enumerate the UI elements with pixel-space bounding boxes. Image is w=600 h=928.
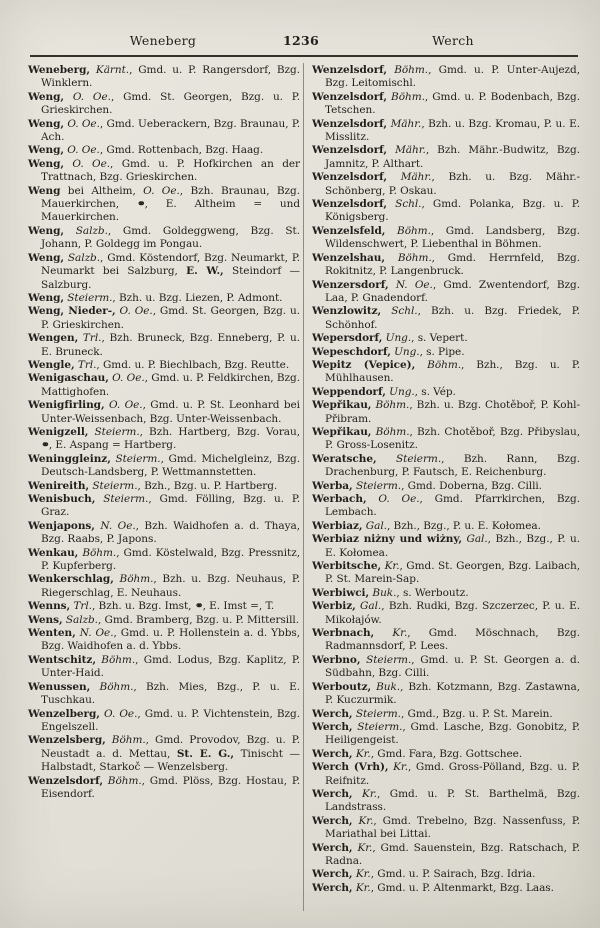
entry-territory-abbrev: Mähr. <box>387 144 426 157</box>
entry-text: , Bzh. Rann, Bzg. Drachenburg, P. Fautsch, E. Reichenburg. <box>325 452 580 479</box>
entry-territory-abbrev: Ung. <box>385 385 415 398</box>
gazetteer-entry <box>28 573 300 600</box>
gazetteer-entry <box>312 708 580 721</box>
entry-headword: Wenzelsdorf, <box>312 171 388 184</box>
entry-text: Tinischt — Halbstadt, Starkoč — Wenzelsberg. <box>41 747 300 774</box>
gazetteer-entry <box>312 252 580 279</box>
entry-text: , s. Vepert. <box>411 332 468 345</box>
entry-territory-abbrev: Böhm. <box>385 224 431 237</box>
entry-territory-abbrev: Kr. <box>352 814 374 827</box>
entry-headword: Wepřikau, <box>312 399 372 412</box>
entry-headword: Wenzelsdorf, <box>28 774 104 787</box>
entry-headword: Werch (Vrh), <box>312 761 389 774</box>
entry-headword: Wens, <box>28 613 63 626</box>
entry-territory-abbrev: Kr. <box>352 841 373 854</box>
entry-territory-abbrev: O. Oe. <box>64 157 111 170</box>
entry-text: , Bzh., Bzg. u. P. Mühlhausen. <box>325 358 580 385</box>
gazetteer-entry <box>312 654 580 681</box>
gazetteer-entry <box>28 627 300 654</box>
entry-territory-abbrev: N. Oe. <box>388 278 433 291</box>
gazetteer-entry <box>28 252 300 292</box>
entry-headword: Wenzelsdorf, <box>312 117 388 130</box>
entry-headword: Wepersdorf, <box>312 332 383 345</box>
entry-text: , Bzh. u. Bzg. Kromau, P. u. E. Misslitz. <box>325 117 580 144</box>
entry-text: , Gmd., Bzg. u. P. St. Marein. <box>400 707 553 720</box>
entry-text: , Gmd. u. P. Hollenstein a. d. Ybbs, Bzg. Waidhofen a. d. Ybbs. <box>41 627 300 653</box>
entry-headword: Werch, <box>312 787 353 800</box>
gazetteer-entry <box>312 386 580 399</box>
entry-headword: Werbiwci, <box>312 586 370 599</box>
entry-headword: Werbitsche, <box>312 560 382 573</box>
entry-text: , Bzh. Chotěboř, Bzg. Přibyslau, P. Gross-Losenitz. <box>325 425 580 452</box>
entry-headword: Wenireith, <box>28 479 90 492</box>
entry-text: , Gmd. Möschnach, Bzg. Radmannsdorf, P. Lees. <box>325 627 580 653</box>
gazetteer-entry <box>28 708 300 735</box>
entry-headword: Wenzersdorf, <box>312 278 389 291</box>
entry-text: , Gmd. Rottenbach, Bzg. Haag. <box>99 144 264 157</box>
entry-headword: Wenzelberg, <box>28 707 100 720</box>
gazetteer-entry <box>312 480 580 493</box>
entry-text: , Bzh. Mähr.-Budwitz, Bzg. Jamnitz, P. Althart. <box>325 144 580 170</box>
entry-text: , Gmd. St. Georgen, Bzg. u. P. Grieskirchen. <box>41 305 300 331</box>
posthorn-icon: ⚭ <box>41 439 49 452</box>
entry-territory-abbrev: Steierm. <box>352 720 403 733</box>
entry-territory-abbrev: Kr. <box>374 627 408 640</box>
gazetteer-entry <box>312 882 580 895</box>
gazetteer-entry <box>28 654 300 681</box>
entry-headword: Weng, <box>28 144 64 157</box>
entry-text: , Gmd. Gross-Pölland, Bzg. u. P. Reifnitz. <box>325 761 581 787</box>
entry-headword: Werbiaz niżny und wiżny, <box>312 533 462 546</box>
entry-text: , Bzh. Braunau, Bzg. Mauerkirchen, <box>41 184 300 211</box>
entry-headword: Wenten, <box>28 627 76 640</box>
entry-territory-abbrev: Trl. <box>74 358 97 371</box>
entry-headword: Weratsche, <box>312 452 377 465</box>
gazetteer-entry <box>312 279 580 306</box>
gazetteer-entry <box>312 118 580 145</box>
entry-headword: Weneberg, <box>28 64 91 76</box>
entry-headword: Weng, Nieder-, <box>28 305 116 318</box>
entry-text: , Gmd. Polanka, Bzg. u. P. Königsberg. <box>325 198 580 224</box>
gazetteer-entry <box>28 681 300 708</box>
gazetteer-entry <box>28 547 300 574</box>
gazetteer-entry <box>28 520 300 547</box>
entry-text: , Bzh. u. Bzg. Mähr.-Schönberg, P. Oskau. <box>325 171 581 197</box>
gazetteer-entry <box>312 144 580 171</box>
entry-text: , Gmd. Pfarrkirchen, Bzg. Lembach. <box>325 493 580 519</box>
entry-text: , Gmd. Köstendorf, Bzg. Neumarkt, P. Neumarkt bei Salzburg, <box>41 251 300 278</box>
entry-headword: Wenzelsdorf, <box>312 64 388 76</box>
entry-headword: Wenussen, <box>28 680 91 693</box>
gazetteer-entry <box>312 868 580 881</box>
gazetteer-entry <box>28 775 300 802</box>
entry-text: , Bzh. u. Bzg. Friedek, P. Schönhof. <box>325 305 580 331</box>
gazetteer-entry <box>312 198 580 225</box>
entry-text: , Gmd. Lasche, Bzg. Gonobitz, P. Heiligengeist. <box>325 720 580 747</box>
entry-headword: Wenigaschau, <box>28 372 109 385</box>
entry-headword: Weppendorf, <box>312 385 386 398</box>
entry-text: , Gmd. Ueberackern, Bzg. Braunau, P. Ach. <box>41 117 300 144</box>
entry-headword: Wepřikau, <box>312 425 372 438</box>
entry-text: , Bzh. Bruneck, Bzg. Enneberg, P. u. E. Bruneck. <box>41 332 300 358</box>
entry-headword: Wenjapons, <box>28 519 95 532</box>
entry-text: , Gmd. u. P. Rangersdorf, Bzg. Winklern. <box>41 64 300 90</box>
entry-headword: Werch, <box>312 841 353 854</box>
entry-headword: Weng <box>28 184 61 197</box>
entry-headword: Werch, <box>312 814 353 827</box>
entry-headword: Wengen, <box>28 332 79 345</box>
gazetteer-entry <box>312 453 580 480</box>
text-column-right <box>312 64 580 895</box>
gazetteer-entry <box>28 734 300 774</box>
entry-territory-abbrev: Böhm. <box>78 546 117 559</box>
entry-text: , Bzh. Rudki, Bzg. Szczerzec, P. u. E. Mikołajów. <box>325 600 581 626</box>
entry-text: , Bzh. u. Bzg. Imst, <box>91 600 195 613</box>
entry-headword: Weng, <box>28 117 64 130</box>
entry-headword: Wenigzell, <box>28 425 89 438</box>
entry-territory-abbrev: O. Oe. <box>135 184 180 197</box>
entry-text: , Gmd. u. P. St. Georgen a. d. Südbahn, Bzg. Cilli. <box>325 653 580 680</box>
gazetteer-entry <box>312 305 580 332</box>
entry-headword: Werba, <box>312 479 353 492</box>
entry-headword: Wenns, <box>28 600 71 613</box>
entry-territory-abbrev: Kr. <box>352 868 371 881</box>
entry-headword: Weng, <box>28 90 64 103</box>
gazetteer-entry <box>312 587 580 600</box>
gazetteer-entry <box>312 627 580 654</box>
entry-territory-abbrev: N. Oe. <box>75 627 114 640</box>
entry-territory-abbrev: Kärnt. <box>90 64 130 76</box>
entry-territory-abbrev: Steierm. <box>360 653 412 666</box>
entry-territory-abbrev: N. Oe. <box>94 519 136 532</box>
entry-headword: Werbiz, <box>312 600 356 613</box>
gazetteer-entry <box>312 346 580 359</box>
entry-text: , Gmd. Sauenstein, Bzg. Ratschach, P. Radna. <box>325 841 580 867</box>
entry-text: , s. Vép. <box>414 385 456 398</box>
entry-headword: Werbiaz, <box>312 519 363 532</box>
gazetteer-entry <box>312 842 580 869</box>
entry-text: , Bzh. Mies, Bzg., P. u. E. Tuschkau. <box>41 680 301 707</box>
entry-text: , Bzh., Bzg. u. P. Hartberg. <box>137 479 278 492</box>
entry-text: , s. Pipe. <box>419 345 465 358</box>
entry-headword: Weng, <box>28 157 64 170</box>
entry-headword: Werch, <box>312 707 353 720</box>
entry-territory-abbrev: Kr. <box>352 881 371 894</box>
entry-territory-abbrev: Mähr. <box>387 171 432 184</box>
entry-territory-abbrev: Kr. <box>388 761 409 774</box>
entry-railway-abbrev: St. E. G., <box>176 747 234 760</box>
gazetteer-entry <box>312 520 580 533</box>
entry-territory-abbrev: Buk. <box>369 586 397 599</box>
entry-territory-abbrev: O. Oe. <box>99 707 138 720</box>
entry-headword: Weng, <box>28 251 64 264</box>
gazetteer-entry <box>28 91 300 118</box>
entry-headword: Wenzelshau, <box>312 251 385 264</box>
gazetteer-entry <box>28 453 300 480</box>
gazetteer-entry <box>28 600 300 613</box>
entry-text: , Gmd. Landsberg, Bzg. Wildenschwert, P. Liebenthal in Böhmen. <box>325 224 580 251</box>
gazetteer-entry <box>312 399 580 426</box>
entry-territory-abbrev: Steierm. <box>88 425 140 438</box>
entry-territory-abbrev: O. Oe. <box>64 90 111 103</box>
entry-headword: Wenigfirling, <box>28 399 105 412</box>
entry-text: , Gmd. Fölling, Bzg. u. P. Graz. <box>41 493 300 519</box>
gazetteer-entry <box>312 721 580 748</box>
gazetteer-entry <box>312 332 580 345</box>
gazetteer-entry <box>28 144 300 157</box>
gazetteer-entry <box>312 681 580 708</box>
entry-text: , Gmd. u. P. Feldkirchen, Bzg. Mattighofen. <box>41 372 300 398</box>
entry-territory-abbrev: Böhm. <box>371 425 410 438</box>
entry-territory-abbrev: Kr. <box>352 787 377 800</box>
entry-text: , Gmd. Plöss, Bzg. Hostau, P. Eisendorf. <box>41 774 300 800</box>
entry-headword: Werbnach, <box>312 627 375 640</box>
entry-territory-abbrev: Steierm. <box>352 479 402 492</box>
gazetteer-entry <box>312 225 580 252</box>
entry-headword: Wenzelsdorf, <box>312 90 388 103</box>
entry-territory-abbrev: Steierm. <box>64 291 113 304</box>
entry-territory-abbrev: Gal. <box>462 533 488 546</box>
gazetteer-entry <box>312 426 580 453</box>
entry-text: , Gmd. u. P. Sairach, Bzg. Idria. <box>370 868 536 881</box>
gazetteer-entry <box>28 185 300 225</box>
entry-text: , Gmd. Fara, Bzg. Gottschee. <box>370 747 523 760</box>
entry-text: , Gmd. Doberna, Bzg. Cilli. <box>401 479 542 492</box>
entry-territory-abbrev: Steierm. <box>95 493 149 505</box>
entry-territory-abbrev: Steierm. <box>376 452 442 465</box>
entry-text: , Gmd. u. P. Vichtenstein, Bzg. Engelszell. <box>41 707 301 733</box>
gazetteer-entry <box>28 493 300 520</box>
posthorn-icon: ⚭ <box>136 198 145 211</box>
entry-headword: Wenzelsberg, <box>28 734 106 747</box>
entry-text: , Gmd. Michelgleinz, Bzg. Deutsch-Landsberg, P. Wettmannstetten. <box>41 452 301 479</box>
entry-territory-abbrev: O. Oe. <box>108 372 145 385</box>
entry-territory-abbrev: Gal. <box>355 600 382 613</box>
entry-text: , Bzh. u. Bzg. Liezen, P. Admont. <box>112 291 283 304</box>
gazetteer-entry <box>28 332 300 359</box>
page-number: 1236 <box>283 33 319 48</box>
entry-territory-abbrev: O. Oe. <box>104 399 143 412</box>
entry-text: , Bzh., Bzg., P. u. E. Kołomea. <box>325 533 580 559</box>
entry-territory-abbrev: Kr. <box>381 560 400 573</box>
entry-territory-abbrev: Böhm. <box>95 653 136 666</box>
entry-text: , Bzh. Waidhofen a. d. Thaya, Bzg. Raabs, P. Japons. <box>41 519 300 546</box>
gazetteer-entry <box>312 533 580 560</box>
entry-territory-abbrev: Kr. <box>352 747 371 760</box>
gazetteer-entry <box>312 560 580 587</box>
entry-territory-abbrev: Steierm. <box>89 479 138 492</box>
gazetteer-entry <box>312 359 580 386</box>
entry-text: , Gmd. Köstelwald, Bzg. Pressnitz, P. Kupferberg. <box>41 546 300 573</box>
entry-headword: Wenisbuch, <box>28 493 96 505</box>
gazetteer-entry <box>28 372 300 399</box>
entry-headword: Werbach, <box>312 493 367 505</box>
gazetteer-entry <box>28 359 300 372</box>
entry-territory-abbrev: Böhm. <box>105 734 146 747</box>
entry-text: , Gmd. u. P. Altenmarkt, Bzg. Laas. <box>370 881 554 894</box>
entry-headword: Werboutz, <box>312 680 372 693</box>
entry-railway-abbrev: E. W., <box>186 265 224 278</box>
entry-text: , Bzh. u. Bzg. Chotěboř, P. Kohl-Přibram. <box>325 399 580 425</box>
gazetteer-entry <box>28 480 300 493</box>
entry-headword: Werch, <box>312 720 353 733</box>
entry-territory-abbrev: Böhm. <box>371 399 410 412</box>
entry-territory-abbrev: O. Oe. <box>64 117 100 130</box>
entry-headword: Wenkerschlag, <box>28 573 114 586</box>
entry-text: , E. Imst =, T. <box>202 600 275 613</box>
entry-territory-abbrev: Trl. <box>78 332 102 345</box>
entry-territory-abbrev: O. Oe. <box>64 144 100 157</box>
entry-territory-abbrev: Schl. <box>381 305 418 318</box>
running-head-left: Weneberg <box>129 33 197 48</box>
entry-territory-abbrev: Böhm. <box>113 573 154 586</box>
entry-headword: Werch, <box>312 881 353 894</box>
gazetteer-entry <box>312 64 580 91</box>
entry-headword: Wenzlowitz, <box>312 305 382 318</box>
gazetteer-entry <box>312 748 580 761</box>
entry-territory-abbrev: Böhm. <box>103 774 142 787</box>
entry-headword: Wentschitz, <box>28 653 96 666</box>
entry-territory-abbrev: Steierm. <box>352 707 401 720</box>
gazetteer-entry <box>312 493 580 520</box>
gazetteer-entry <box>28 292 300 305</box>
entry-text: , Gmd. Goldeggweng, Bzg. St. Johann, P. Goldegg im Pongau. <box>41 224 301 251</box>
entry-headword: Weng, <box>28 224 64 237</box>
posthorn-icon: ⚭ <box>194 600 203 613</box>
entry-text: , s. Werboutz. <box>396 586 469 599</box>
entry-text: , Gmd. u. P. Hofkirchen an der Trattnach, Bzg. Grieskirchen. <box>41 157 300 184</box>
gazetteer-entry <box>28 399 300 426</box>
text-column-left <box>28 64 300 801</box>
entry-text: , Gmd. Lodus, Bzg. Kaplitz, P. Unter-Haid. <box>41 653 300 680</box>
entry-text: , Gmd. St. Georgen, Bzg. Laibach, P. St. Marein-Sap. <box>325 560 580 586</box>
entry-text: Steindorf — Salzburg. <box>41 265 300 291</box>
entry-territory-abbrev: Böhm. <box>384 251 432 264</box>
entry-text: bei Altheim, <box>60 184 136 197</box>
gazetteer-entry <box>28 225 300 252</box>
entry-text: , Gmd. St. Georgen, Bzg. u. P. Grieskirchen. <box>41 90 300 117</box>
gazetteer-entry <box>28 426 300 453</box>
entry-territory-abbrev: Böhm. <box>387 64 429 76</box>
entry-territory-abbrev: Böhm. <box>90 680 134 693</box>
gazetteer-entry <box>312 761 580 788</box>
entry-territory-abbrev: Böhm. <box>415 358 462 371</box>
entry-headword: Wenzelsfeld, <box>312 224 386 237</box>
gazetteer-entry <box>312 171 580 198</box>
entry-headword: Wenkau, <box>28 546 79 559</box>
entry-text: , Gmd. Herrnfeld, Bzg. Rokitnitz, P. Langenbruck. <box>325 251 580 278</box>
entry-headword: Wepeschdorf, <box>312 345 391 358</box>
entry-text: , Bzh. Kotzmann, Bzg. Zastawna, P. Kuczurmik. <box>325 680 580 707</box>
entry-text: , Gmd. Bramberg, Bzg. u. P. Mittersill. <box>97 613 300 626</box>
entry-headword: Weng, <box>28 291 64 304</box>
entry-territory-abbrev: Trl. <box>70 600 92 613</box>
entry-text: , Gmd. Zwentendorf, Bzg. Laa, P. Gnadendorf. <box>325 278 581 304</box>
gazetteer-entry <box>312 600 580 627</box>
running-head-right: Werch <box>432 33 474 48</box>
entry-territory-abbrev: Steierm. <box>110 452 161 465</box>
entry-territory-abbrev: Salzb. <box>62 613 98 626</box>
entry-headword: Wenzelsdorf, <box>312 144 388 157</box>
gazetteer-entry <box>28 64 300 91</box>
entry-headword: Weninggleinz, <box>28 452 111 465</box>
entry-headword: Wenzelsdorf, <box>312 198 388 211</box>
entry-territory-abbrev: O. Oe. <box>366 493 420 505</box>
entry-text: , Bzh. Hartberg, Bzg. Vorau, <box>139 425 300 438</box>
entry-territory-abbrev: Schl. <box>387 198 422 211</box>
entry-text: , Gmd. Trebelno, Bzg. Nassenfuss, P. Mariathal bei Littai. <box>325 814 580 841</box>
column-divider <box>303 63 304 911</box>
gazetteer-entry <box>312 91 580 118</box>
entry-territory-abbrev: Salzb. <box>64 251 101 264</box>
gazetteer-entry <box>28 305 300 332</box>
entry-territory-abbrev: Ung. <box>390 345 420 358</box>
header-rule <box>30 55 578 57</box>
entry-text: , Gmd. u. P. St. Leonhard bei Unter-Weissenbach, Bzg. Unter-Weissenbach. <box>41 399 300 425</box>
entry-territory-abbrev: Böhm. <box>387 90 425 103</box>
entry-headword: Werch, <box>312 747 353 760</box>
entry-territory-abbrev: Ung. <box>382 332 412 345</box>
entry-text: , Gmd. u. P. Biechlbach, Bzg. Reutte. <box>96 358 290 371</box>
entry-territory-abbrev: Salzb. <box>64 224 108 237</box>
entry-text: , Bzh., Bzg., P. u. E. Kołomea. <box>386 519 541 532</box>
entry-headword: Werbno, <box>312 653 361 666</box>
entry-text: , E. Altheim = und Mauerkirchen. <box>41 198 300 224</box>
gazetteer-entry <box>28 614 300 627</box>
gazetteer-entry <box>28 118 300 145</box>
entry-headword: Werch, <box>312 868 353 881</box>
entry-text: , Gmd. Provodov, Bzg. u. P. Neustadt a. d. Mettau, <box>41 734 300 760</box>
gazetteer-entry <box>312 815 580 842</box>
entry-text: , E. Aspang = Hartberg. <box>48 439 177 452</box>
entry-territory-abbrev: Buk. <box>371 680 401 693</box>
entry-territory-abbrev: Gal. <box>362 519 387 532</box>
entry-text: , Gmd. u. P. Bodenbach, Bzg. Tetschen. <box>325 90 580 117</box>
gazetteer-entry <box>312 788 580 815</box>
entry-text: , Gmd. u. P. Unter-Aujezd, Bzg. Leitomischl. <box>325 64 581 90</box>
gazetteer-entry <box>28 158 300 185</box>
entry-headword: Wepitz (Vepice), <box>312 358 416 371</box>
entry-text: , Gmd. u. P. St. Barthelmä, Bzg. Landstrass. <box>325 787 581 814</box>
entry-territory-abbrev: Mähr. <box>387 117 422 130</box>
entry-territory-abbrev: O. Oe. <box>115 305 153 318</box>
entry-headword: Wengle, <box>28 358 75 371</box>
entry-text: , Bzh. u. Bzg. Neuhaus, P. Riegerschlag, E. Neuhaus. <box>41 573 300 599</box>
